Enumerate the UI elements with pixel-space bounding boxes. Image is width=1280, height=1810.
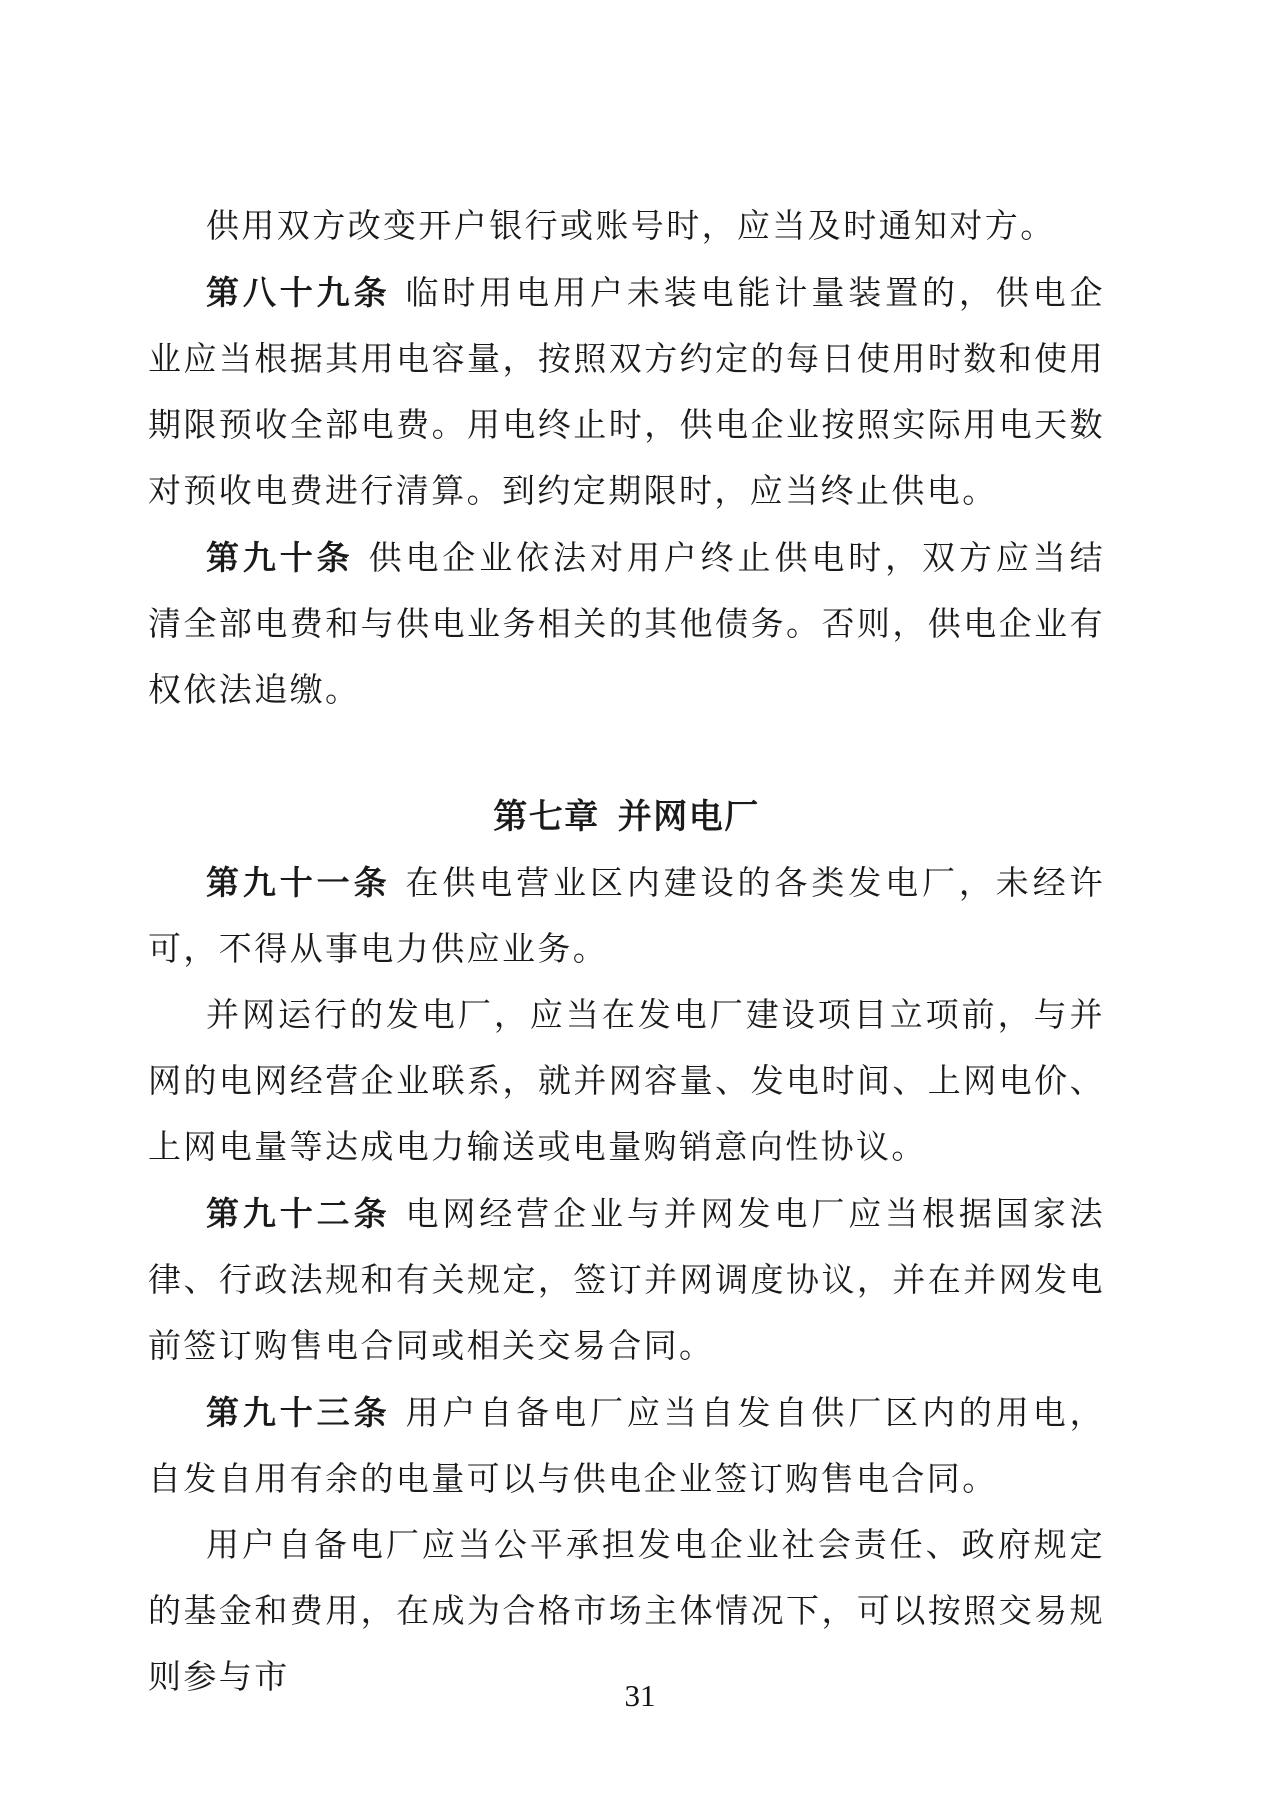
document-body [148, 194, 1105, 1711]
paragraph-text: 在供电营业区内建设的各类发电厂，未经许可，不得从事电力供应业务。 [148, 866, 1105, 968]
paragraph [148, 983, 1105, 1181]
article-number: 第八十九条 [206, 274, 391, 311]
article-number: 第九十二条 [206, 1195, 391, 1232]
paragraph-text: 电网经营企业与并网发电厂应当根据国家法律、行政法规和有关规定，签订并网调度协议，并在并网发电前签订购售电合同或相关交易合同。 [148, 1197, 1105, 1365]
paragraph-text: 临时用电用户未装电能计量装置的，供电企业应当根据其用电容量，按照双方约定的每日使用时数和使用期限预收全部电费。用电终止时，供电企业按照实际用电天数对预收电费进行清算。到约定期限时，应当终止供电。 [148, 276, 1105, 510]
paragraph-text: 供用双方改变开户银行或账号时，应当及时通知对方。 [206, 209, 1056, 245]
paragraph [148, 1380, 1105, 1513]
chapter-number: 第七章 [493, 798, 600, 836]
page-number: 31 [624, 1678, 656, 1713]
paragraph-text: 用户自备电厂应当自发自供厂区内的用电，自发自用有余的电量可以与供电企业签订购售电合同。 [148, 1396, 1105, 1498]
paragraph [148, 850, 1105, 983]
paragraph [148, 1181, 1105, 1380]
paragraph-text: 用户自备电厂应当公平承担发电企业社会责任、政府规定的基金和费用，在成为合格市场主体情况下，可以按照交易规则参与市 [148, 1528, 1105, 1696]
paragraph [148, 260, 1105, 525]
paragraph-text: 并网运行的发电厂，应当在发电厂建设项目立项前，与并网的电网经营企业联系，就并网容量、发电时间、上网电价、上网电量等达成电力输送或电量购销意向性协议。 [148, 998, 1105, 1166]
chapter-title: 并网电厂 [617, 798, 760, 836]
paragraph [148, 194, 1105, 260]
paragraph-text: 供电企业依法对用户终止供电时，双方应当结清全部电费和与供电业务相关的其他债务。否则，供电企业有权依法追缴。 [148, 541, 1106, 709]
article-number: 第九十条 [206, 539, 354, 576]
paragraph [148, 525, 1105, 724]
article-number: 第九十三条 [206, 1394, 391, 1431]
chapter-heading [148, 784, 1105, 850]
article-number: 第九十一条 [206, 864, 391, 901]
